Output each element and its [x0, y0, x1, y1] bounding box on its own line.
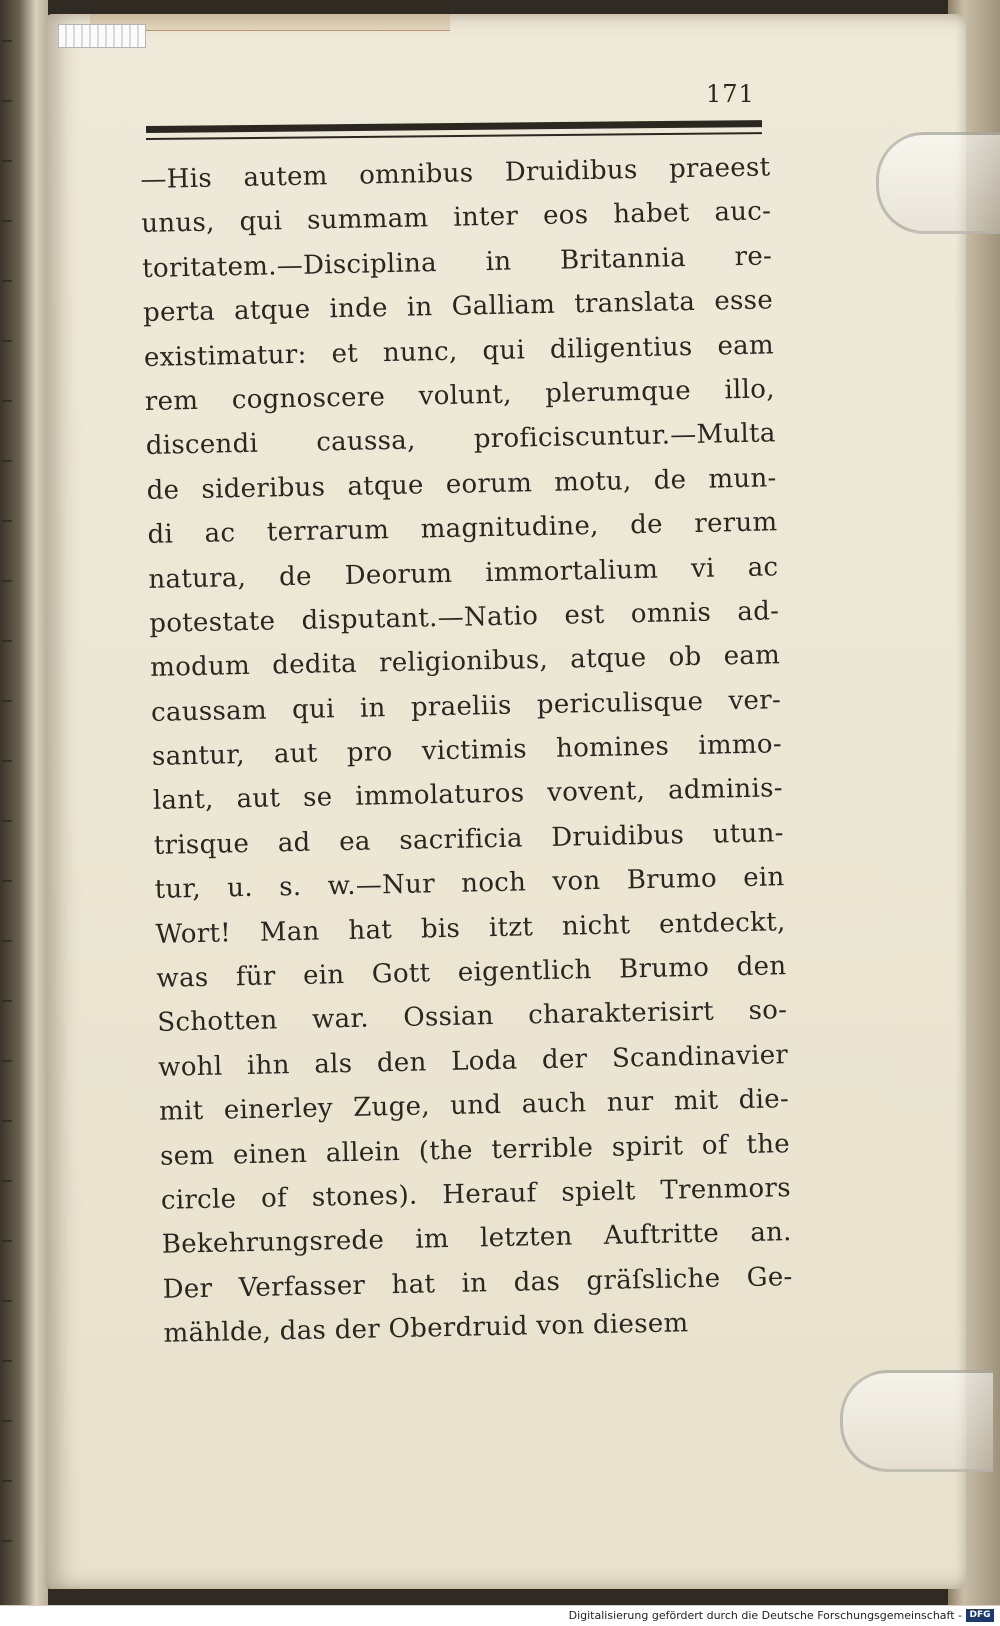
text-line: modum dedita religionibus, atque ob eam — [149, 640, 781, 684]
text-line: discendi caussa, proficiscuntur.—Multa — [145, 418, 776, 462]
book-spine — [0, 0, 48, 1605]
text-line: mit einerley Zuge, und auch nur mit die- — [158, 1084, 790, 1128]
text-line: rem cognoscere volunt, plerumque illo, — [144, 374, 776, 417]
text-line: mählde, das der Oberdruid von diesem — [163, 1308, 689, 1349]
page-body-text — [140, 145, 794, 1356]
text-line: toritatem.—Disciplina in Britannia re- — [141, 241, 773, 284]
page-number: 171 — [706, 80, 755, 108]
text-line: unus, qui summam inter eos habet auc- — [141, 196, 772, 240]
text-line: Der Verfasser hat in das gräſsliche Ge- — [162, 1261, 793, 1305]
text-line: natura, de Deorum immortalium vi ac — [148, 551, 779, 595]
text-line: circle of stones). Herauf spielt Trenmors — [160, 1173, 792, 1216]
text-line: tur, u. s. w.—Nur noch von Brumo ein — [154, 862, 785, 906]
text-line: Schotten war. Ossian charakterisirt so- — [157, 995, 788, 1039]
text-line: caussam qui in praeliis periculisque ver- — [150, 684, 782, 728]
text-line: was für ein Gott eigentlich Brumo den — [156, 951, 787, 994]
footer-bar — [0, 1605, 1000, 1626]
page-clip-top — [876, 132, 1000, 234]
text-line: wohl ihn als den Loda der Scandinavier — [157, 1039, 789, 1083]
text-line: Wort! Man hat bis itzt nicht entdeckt, — [155, 906, 786, 950]
text-line: di ac terrarum magnitudine, de rerum — [147, 507, 778, 551]
label-tab — [58, 24, 146, 48]
text-line: sem einen allein (the terrible spirit of the — [159, 1128, 791, 1172]
text-line: trisque ad ea sacrificia Druidibus utun- — [153, 818, 784, 861]
text-line: existimatur: et nunc, qui diligentius eam — [143, 329, 775, 373]
spine-texture — [2, 40, 12, 1560]
text-line: potestate disputant.—Natio est omnis ad- — [149, 596, 780, 639]
dfg-logo: DFG — [966, 1609, 994, 1622]
text-line: Bekehrungsrede im letzten Auftritte an. — [161, 1217, 792, 1261]
text-line: lant, aut se immolaturos vovent, adminis- — [152, 773, 784, 817]
text-line: perta atque inde in Galliam translata esse — [142, 285, 774, 329]
text-line: santur, aut pro victimis homines immo- — [151, 729, 783, 772]
footer-credit: Digitalisierung gefördert durch die Deutsche Forschungsgemeinschaft - — [568, 1609, 962, 1622]
page-clip-bottom — [840, 1370, 993, 1472]
text-line: —His autem omnibus Druidibus praeest — [140, 152, 771, 195]
text-line: de sideribus atque eorum motu, de mun- — [146, 463, 777, 506]
